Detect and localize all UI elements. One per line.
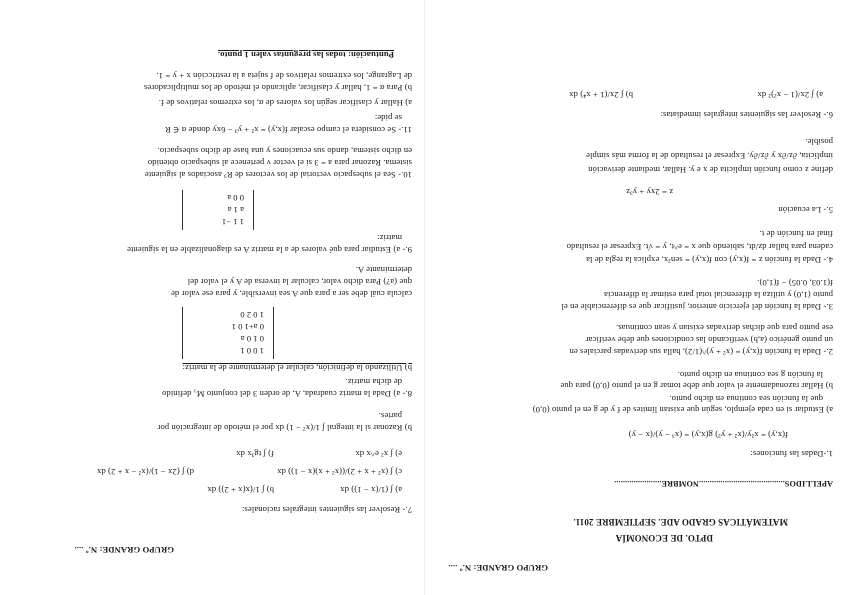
matrix-a-row2: 0 1 0 a	[240, 334, 264, 344]
department: DPTO. DE ECONOMÍA	[615, 533, 713, 543]
q3-line3: f(1.03, 0.05) − f(1,0).	[757, 278, 833, 288]
q9-line2: matriz:	[376, 233, 402, 243]
q9-line1: 9.- a) Estudiar para qué valores de a la matriz A es diagonalizable en la siguiente	[126, 245, 412, 255]
q3-line1: 3.- Dada la función del ejercicio anterior, justificar que es diferenciable en el	[561, 302, 833, 312]
q5-line3: posible.	[805, 137, 833, 147]
q1-functions: f(x,y) = x²y/(x² + y²) g(x,y) = (x³ − y)/(x − y)	[628, 430, 788, 440]
matrix-b-row2: a 1 a	[227, 205, 244, 215]
q7-integral-b: b) ∫ 1/(x(x + 2)) dx	[207, 485, 274, 495]
q1-intro: 1.-Dadas las funciones:	[750, 449, 833, 459]
q3-line2: punto (1,0) y utiliza la diferencial total para estimar la diferencia	[603, 290, 833, 300]
q7-integral-e: e) ∫ x² e^x dx	[355, 449, 402, 459]
q4-line2: cadena para hallar dz/dt, sabiendo que x = e^t, y = √t. Expresar el resultado	[566, 242, 833, 252]
q8b-line1: b) Razonar si la integral ∫ 1/(x² − 1) dx por el método de integración por	[157, 423, 412, 433]
q11-b-line1: b) Para α = 1, hallar y clasificar, aplicando el método de los multiplicadores	[143, 83, 412, 93]
q11-line2: se pide:	[374, 113, 402, 123]
name-line: APELLIDOS........................................NOMBRE......................	[614, 479, 833, 488]
q1a-line1: a) Estudiar si en cada ejemplo, según que existan límites de f y de g en el punto (0,0)	[532, 405, 833, 415]
q11-a: a) Hallar y clasificar según los valores de α, los extremos relativos de f.	[158, 98, 412, 108]
q2-line3: ese punto para que dichas derivadas existan y sean continuas.	[615, 323, 833, 333]
q7-integral-c: c) ∫ (x² + x + 2)/((x² + x)(x − 1)) dx	[277, 467, 402, 477]
q2-line1: 2.- Dada la función f(x,y) = (x² + y)^(1/2), halla sus derivadas parciales en	[569, 347, 833, 357]
q5-equation: z = 2xy + y³z	[626, 187, 673, 197]
q10-line3: en dicho sistema, dando sus ecuaciones y una base de dicho subespacio.	[157, 146, 412, 156]
left-header: GRUPO GRANDE: N.º ....	[448, 563, 548, 573]
q8a-line2: de dicha matriz.	[345, 377, 402, 387]
exam-title: MATEMÁTICAS GRADO ADE. SEPTIEMBRE 2011.	[573, 517, 788, 527]
q10-line2: sistema. Razonar para a = 3 si el vector v pertenece al subespacio obtenido	[147, 158, 412, 168]
q5-line2: implícita, ∂z/∂x y ∂z/∂y. Expresar el resultado de la forma más simple	[585, 151, 833, 161]
q1a-line2: que la función sea continua en dicho punto.	[669, 394, 823, 404]
q7-intro: 7.- Resolver las siguientes integrales racionales:	[241, 505, 412, 515]
q8b2-line: b) Utilizando la definición, calcular el determinante de la matriz:	[182, 363, 412, 373]
q5-intro: 5.- La ecuación	[778, 205, 833, 215]
q7-integral-a: a) ∫ (1/(x − 1)) dx	[340, 485, 402, 495]
matrix-a-row1: 1 0 0 1	[240, 346, 264, 356]
q6-integral-b: b) ∫ 2x/(1 + x⁴) dx	[569, 90, 633, 100]
q1b-line2: la función g sea continua en dicho punto.	[677, 370, 823, 380]
q8-text1: calcula cuál debe ser a para que A sea inversible, y para ese valor de	[170, 289, 412, 299]
matrix-a-row3: 0 a+1 0 1	[231, 322, 264, 332]
q7-integral-d: d) ∫ (2x − 1)/(x² − x + 2) dx	[96, 467, 194, 477]
q6-integral-a: a) ∫ 2x/(1 − x²)² dx	[757, 90, 823, 100]
q11-b-line2: de Lagrange, los extremos relativos de f sujeta a la restricción x + y = 1.	[156, 71, 412, 81]
matrix-b-row3: 0 0 a	[227, 193, 244, 203]
q8-text2: que (a?) Para dicho valor, calcular la inversa de A y el valor del	[187, 277, 412, 287]
q7-integral-f: f) ∫ tg³x dx	[236, 449, 274, 459]
right-header: GRUPO GRANDE: N.º ....	[74, 545, 174, 555]
q8-text3: determinante A.	[355, 265, 412, 275]
q11-line1: 11.- Se considera el campo escalar f(x,y) = x² + y³ − 6xy donde α ∈ R	[164, 125, 412, 135]
q10-line1: 10.- Sea el subespacio vectorial de los vectores de R³ asociados al siguiente	[144, 170, 412, 180]
q8b-line2: partes.	[378, 411, 402, 421]
left-page	[424, 0, 848, 595]
q4-line1: 4.- Dada la función z = f(x,y) con f(x,y) = sen²x, explica la regla de la	[586, 255, 833, 265]
q4-line3: final en función de t.	[759, 229, 833, 239]
matrix-a-row4: 1 0 2 0	[240, 310, 264, 320]
scoring-note: Puntuación: todas las preguntas valen 1 punto.	[217, 50, 394, 60]
q1b-line1: b) Hallar razonadamente el valor que debe tomar g en el punto (0,0) para que	[560, 381, 833, 391]
q8a-line1: 8.- a) Dada la matriz cuadrada, A, de orden 3 del conjunto M₃ definido	[161, 389, 412, 399]
q6-intro: 6.- Resolver las siguientes integrales inmediatas:	[660, 110, 833, 120]
q2-line2: un punto genérico (a,b) verificando las condiciones que debe verificar	[585, 335, 833, 345]
matrix-b-row1: 1 1 −1	[221, 217, 244, 227]
q5-line1: define z como función implícita de x e y. Hallar, mediante derivación	[588, 165, 833, 175]
